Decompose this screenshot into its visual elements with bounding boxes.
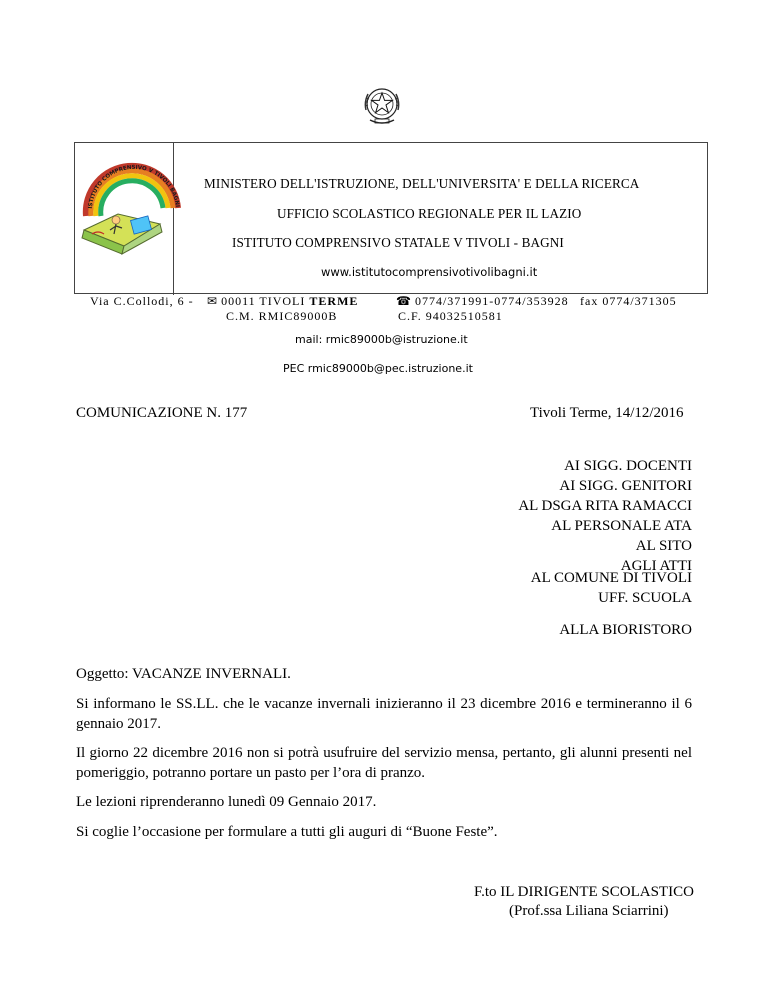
- communication-number: COMUNICAZIONE N. 177: [76, 405, 248, 421]
- school-logo-icon: [78, 150, 182, 272]
- recipient: AGLI ATTI: [620, 558, 692, 574]
- recipient: AI SIGG. DOCENTI: [564, 458, 692, 474]
- ministry-heading: MINISTERO DELL'ISTRUZIONE, DELL'UNIVERSITA' E DELLA RICERCA: [204, 176, 640, 191]
- address-text: Via C.Collodi, 6 -: [90, 294, 194, 308]
- paragraph-1: Si informano le SS.LL. che le vacanze invernali inizieranno il 23 dicembre 2016 e termineranno il 6 gennaio 2017.: [76, 696, 692, 732]
- svg-text:ISTITUTO COMPRENSIVO V TIVOLI: ISTITUTO COMPRENSIVO V TIVOLI BAGNI: [87, 164, 180, 209]
- institute-heading: ISTITUTO COMPRENSIVO STATALE V TIVOLI - BAGNI: [232, 235, 564, 250]
- cf-code: C.F. 94032510581: [398, 309, 503, 323]
- recipient: AL SITO: [635, 538, 692, 554]
- phone-icon: ☎: [396, 294, 411, 308]
- cm-code: C.M. RMIC89000B: [226, 309, 338, 323]
- paragraph-2: Il giorno 22 dicembre 2016 non si potrà usufruire del servizio mensa, pertanto, gli alunni presenti nel pomeriggio, potranno portare un pasto per l’ora di pranzo.: [76, 745, 692, 781]
- mail-address[interactable]: mail: rmic89000b@istruzione.it: [295, 333, 468, 346]
- city-prefix: 00011 TIVOLI: [221, 294, 310, 308]
- pec-address[interactable]: PEC rmic89000b@pec.istruzione.it: [283, 362, 473, 375]
- signature-title: F.to IL DIRIGENTE SCOLASTICO: [474, 884, 694, 900]
- republic-emblem-icon: [360, 82, 404, 128]
- recipient: AL DSGA RITA RAMACCI: [518, 498, 692, 514]
- recipient: AL COMUNE DI TIVOLI: [530, 570, 692, 586]
- place-date: Tivoli Terme, 14/12/2016: [530, 405, 684, 421]
- subject-line: Oggetto: VACANZE INVERNALI.: [76, 666, 291, 682]
- envelope-icon: ✉: [207, 294, 218, 308]
- paragraph-3: Le lezioni riprenderanno lunedì 09 Gennaio 2017.: [76, 794, 377, 810]
- regional-office-heading: UFFICIO SCOLASTICO REGIONALE PER IL LAZIO: [277, 206, 582, 221]
- city-bold: TERME: [309, 294, 359, 308]
- phone-number: 0774/371991-0774/353928: [414, 294, 569, 308]
- paragraph-4: Si coglie l’occasione per formulare a tutti gli auguri di “Buone Feste”.: [76, 824, 498, 840]
- fax-number: fax 0774/371305: [580, 294, 677, 308]
- website-link[interactable]: www.istitutocomprensivotivolibagni.it: [321, 265, 538, 279]
- recipient: AI SIGG. GENITORI: [559, 478, 692, 494]
- recipients-group-3: [559, 620, 692, 640]
- recipient: AL PERSONALE ATA: [551, 518, 692, 534]
- recipients-group-1: [518, 456, 692, 576]
- recipient: ALLA BIORISTORO: [559, 622, 692, 638]
- city-line: [207, 294, 358, 309]
- phone-line: [396, 294, 569, 309]
- recipients-group-2: [531, 568, 692, 608]
- recipient: UFF. SCUOLA: [598, 590, 692, 606]
- signature-name: (Prof.ssa Liliana Sciarrini): [509, 903, 669, 919]
